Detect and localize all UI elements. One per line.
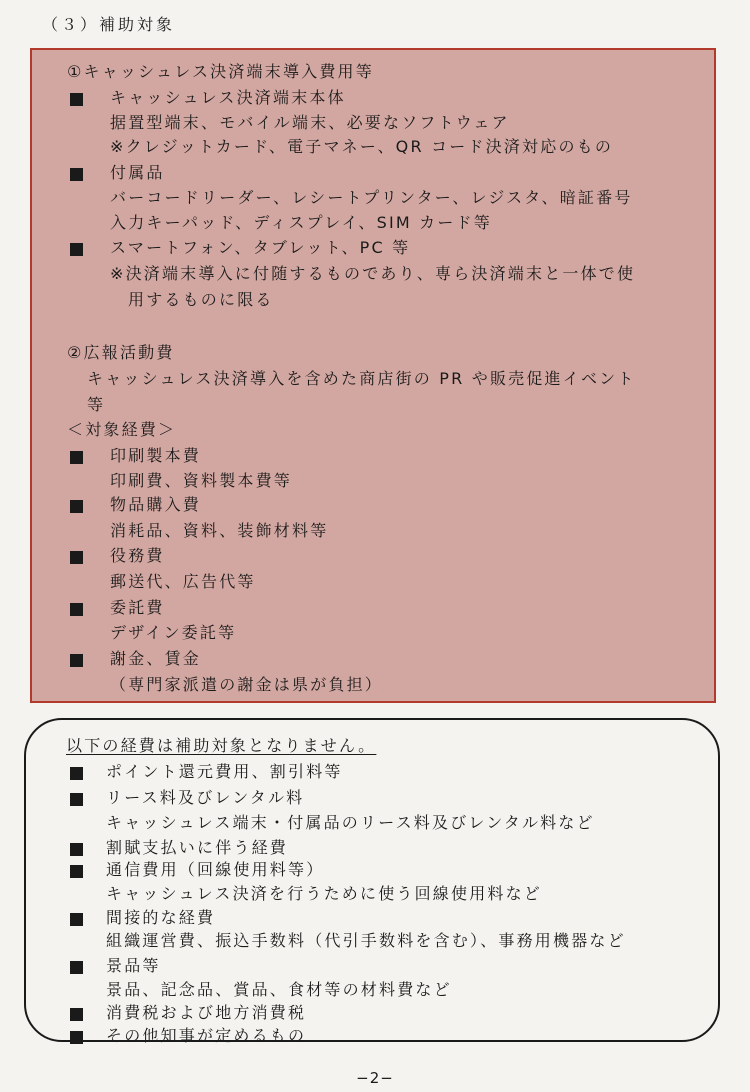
item-service-fee-detail: 郵送代、広告代等	[110, 572, 256, 591]
bullet-square	[70, 168, 83, 181]
excluded-title: 以下の経費は補助対象となりません。	[66, 736, 377, 755]
bullet-square	[70, 93, 83, 106]
bullet-square	[70, 913, 83, 926]
item-printing-detail: 印刷費、資料製本費等	[110, 471, 293, 490]
bullet-square	[70, 793, 83, 806]
bullet-square	[70, 843, 83, 856]
bullet-square	[70, 500, 83, 513]
section-2-description: キャッシュレス決済導入を含めた商店街の PR や販売促進イベント	[87, 369, 636, 388]
bullet-square	[70, 654, 83, 667]
item-goods-purchase-detail: 消耗品、資料、装飾材料等	[110, 521, 329, 540]
bullet-square	[70, 767, 83, 780]
item-terminal-body-note: ※クレジットカード、電子マネー、QR コード決済対応のもの	[110, 137, 614, 156]
section-heading: （３）補助対象	[42, 15, 176, 34]
item-smartphone-note-1: ※決済端末導入に付随するものであり、専ら決済端末と一体で使	[110, 264, 636, 283]
item-terminal-body: キャッシュレス決済端末本体	[110, 88, 346, 107]
bullet-square	[70, 961, 83, 974]
excluded-item-lease: リース料及びレンタル料	[106, 788, 305, 807]
excluded-item-communication: 通信費用（回線使用料等）	[106, 860, 325, 879]
item-goods-purchase: 物品購入費	[110, 495, 202, 514]
item-commission-detail: デザイン委託等	[110, 623, 237, 642]
item-honorarium-detail: （専門家派遣の謝金は県が負担）	[110, 675, 384, 694]
target-expenses-heading: ＜対象経費＞	[67, 420, 177, 439]
excluded-item-prizes-detail: 景品、記念品、賞品、食材等の材料費など	[106, 980, 452, 999]
excluded-item-indirect-detail: 組織運営費、振込手数料（代引手数料を含む）、事務用機器など	[106, 931, 626, 950]
item-accessories-detail-1: バーコードリーダー、レシートプリンター、レジスタ、暗証番号	[110, 188, 633, 207]
item-service-fee: 役務費	[110, 546, 165, 565]
excluded-item-lease-detail: キャッシュレス端末・付属品のリース料及びレンタル料など	[106, 813, 595, 832]
item-smartphone: スマートフォン、タブレット、PC 等	[110, 238, 411, 257]
excluded-item-installment: 割賦支払いに伴う経費	[106, 838, 289, 857]
section-2-title: ②広報活動費	[67, 343, 175, 362]
item-printing: 印刷製本費	[110, 446, 202, 465]
excluded-item-tax: 消費税および地方消費税	[106, 1003, 307, 1022]
item-commission: 委託費	[110, 598, 165, 617]
bullet-square	[70, 243, 83, 256]
item-smartphone-note-2: 用するものに限る	[128, 290, 274, 309]
excluded-item-prizes: 景品等	[106, 956, 161, 975]
section-2-description-cont: 等	[87, 395, 106, 414]
excluded-item-other: その他知事が定めるもの	[106, 1026, 307, 1045]
item-accessories: 付属品	[110, 163, 165, 182]
excluded-item-communication-detail: キャッシュレス決済を行うために使う回線使用料など	[106, 884, 543, 903]
excluded-item-indirect: 間接的な経費	[106, 908, 216, 927]
bullet-square	[70, 451, 83, 464]
page-number: −2−	[356, 1069, 394, 1087]
item-accessories-detail-2: 入力キーパッド、ディスプレイ、SIM カード等	[110, 213, 492, 232]
item-honorarium: 謝金、賃金	[110, 649, 202, 668]
bullet-square	[70, 865, 83, 878]
bullet-square	[70, 551, 83, 564]
bullet-square	[70, 1031, 83, 1044]
bullet-square	[70, 603, 83, 616]
excluded-item-points: ポイント還元費用、割引料等	[106, 762, 343, 781]
bullet-square	[70, 1008, 83, 1021]
item-terminal-body-detail: 据置型端末、モバイル端末、必要なソフトウェア	[110, 113, 510, 132]
section-1-title: ①キャッシュレス決済端末導入費用等	[67, 62, 374, 81]
